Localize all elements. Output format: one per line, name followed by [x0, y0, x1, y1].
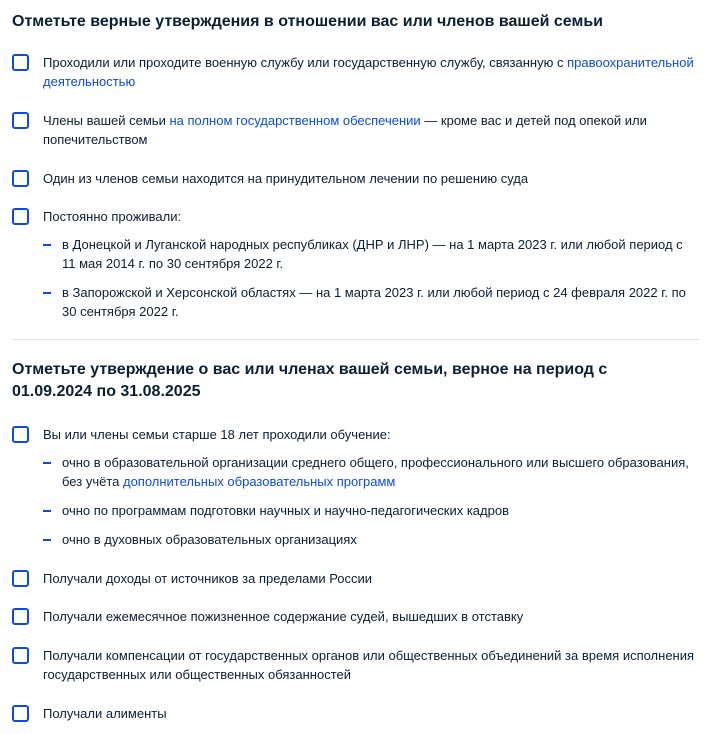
dash-bullet — [43, 462, 51, 464]
checkbox-label — [43, 53, 695, 91]
checkbox-permanent-residence[interactable] — [12, 208, 29, 225]
checkbox-foreign-income[interactable] — [12, 570, 29, 587]
checkbox-label: Вы или члены семьи старше 18 лет проходили обучение: — [43, 427, 391, 442]
dash-bullet — [43, 539, 51, 541]
checkbox-education[interactable] — [12, 426, 29, 443]
checkbox-label: Получали доходы от источников за пределами России — [43, 571, 373, 586]
checkbox-label: Получали ежемесячное пожизненное содержание судей, вышедших в отставку — [43, 609, 524, 624]
checkbox-compulsory-treatment[interactable] — [12, 170, 29, 187]
checkbox-compensation[interactable] — [12, 647, 29, 664]
checkbox-state-support[interactable] — [12, 112, 29, 129]
label-text: Проходили или проходите военную службу или государственную службу, связанную с — [43, 55, 568, 70]
subitem-text — [62, 453, 698, 491]
subitem-text: очно по программам подготовки научных и научно-педагогических кадров — [62, 503, 509, 518]
subitem-text: в Запорожской и Херсонской областях — на 1 марта 2023 г. или любой период с 24 февраля 2022 г. по 30 сентября 2022 г. — [62, 285, 686, 319]
section1-title: Отметьте верные утверждения в отношении вас или членов вашей семьи — [12, 13, 603, 30]
additional-programs-link[interactable]: дополнительных образовательных программ — [122, 474, 396, 489]
subitem-text-before: очно в образовательной организации среднего общего, профессионального или высшего образования, без учёта — [62, 455, 689, 489]
checkbox-label: Постоянно проживали: — [43, 209, 182, 224]
checkbox-label — [43, 111, 695, 149]
label-text: Члены вашей семьи — [43, 113, 170, 128]
law-enforcement-link[interactable]: правоохранительной деятельностью — [43, 55, 694, 89]
checkbox-label: Получали компенсации от государственных органов или общественных объединений за время исполнения государственных или общественных обязанностей — [43, 648, 695, 682]
section-divider — [12, 339, 699, 340]
label-text-after: — кроме вас и детей под опекой или попечительством — [43, 113, 647, 147]
dash-bullet — [43, 292, 51, 294]
dash-bullet — [43, 510, 51, 512]
dash-bullet — [43, 244, 51, 246]
section2-title: Отметьте утверждение о вас или членах вашей семьи, верное на период с 01.09.2024 по 31.08.2025 — [12, 361, 608, 400]
subitem-text: в Донецкой и Луганской народных республиках (ДНР и ЛНР) — на 1 марта 2023 г. или любой период с 11 мая 2014 г. по 30 сентября 2022 г. — [62, 237, 683, 271]
checkbox-label: Один из членов семьи находится на принудительном лечении по решению суда — [43, 171, 529, 186]
checkbox-law-enforcement-service[interactable] — [12, 54, 29, 71]
full-state-support-link[interactable]: на полном государственном обеспечении — [169, 113, 421, 128]
checkbox-alimony[interactable] — [12, 705, 29, 722]
checkbox-judge-pension[interactable] — [12, 608, 29, 625]
checkbox-label: Получали алименты — [43, 706, 167, 721]
subitem-text: очно в духовных образовательных организациях — [62, 532, 357, 547]
